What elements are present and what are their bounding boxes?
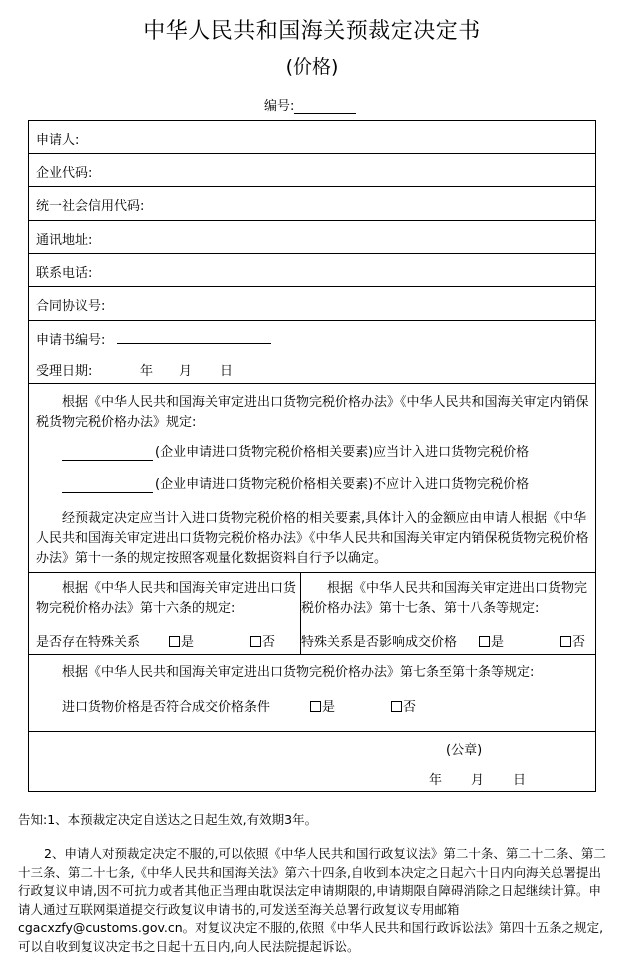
special-left-no-option[interactable]: 否 — [250, 631, 275, 650]
phone-row — [29, 254, 595, 287]
seal-date-day: 日 — [513, 773, 527, 788]
seal-date-month: 月 — [471, 773, 485, 788]
phone-label: 联系电话: — [36, 266, 93, 281]
document-title: 中华人民共和国海关预裁定决定书 — [143, 19, 481, 44]
special-right-basis: 根据《中华人民共和国海关审定进出口货物完税价格办法》第十七条、第十八条等规定: — [301, 581, 588, 616]
decision-line2-text: (企业申请进口货物完税价格相关要素)不应计入进口货物完税价格 — [155, 477, 530, 492]
credit-code-row — [29, 187, 595, 221]
checkbox-icon[interactable] — [169, 636, 180, 647]
decision-section — [29, 384, 595, 573]
transaction-question: 进口货物价格是否符合成交价格条件 — [62, 700, 271, 715]
checkbox-icon[interactable] — [250, 636, 261, 647]
special-left-yes-option[interactable]: 是 — [169, 631, 194, 650]
document-number-blank[interactable] — [294, 100, 356, 114]
accept-date-day: 日 — [220, 364, 234, 379]
special-right-yes-option[interactable]: 是 — [479, 631, 504, 650]
credit-code-label: 统一社会信用代码: — [36, 199, 145, 214]
transaction-basis: 根据《中华人民共和国海关审定进出口货物完税价格办法》第七条至第十条等规定: — [62, 665, 535, 680]
checkbox-icon[interactable] — [391, 701, 402, 712]
decision-line1-text: (企业申请进口货物完税价格相关要素)应当计入进口货物完税价格 — [155, 445, 530, 460]
transaction-yes-option[interactable]: 是 — [310, 696, 335, 715]
applicant-label: 申请人: — [36, 133, 80, 148]
seal-date-year: 年 — [429, 773, 443, 788]
document-number-label: 编号: — [264, 99, 295, 114]
applicant-row — [29, 121, 595, 154]
address-row — [29, 221, 595, 254]
special-right-question: 特殊关系是否影响成交价格 — [301, 635, 458, 650]
company-code-row — [29, 154, 595, 187]
checkbox-icon[interactable] — [479, 636, 490, 647]
decision-intro: 根据《中华人民共和国海关审定进出口货物完税价格办法》《中华人民共和国海关审定内销保税货物完税价格办法》规定: — [36, 395, 589, 430]
transaction-value-section — [29, 655, 595, 732]
decision-form — [28, 120, 596, 792]
application-number-blank[interactable] — [117, 343, 271, 344]
checkbox-icon[interactable] — [310, 701, 321, 712]
special-left-question: 是否存在特殊关系 — [36, 635, 141, 650]
checkbox-icon[interactable] — [560, 636, 571, 647]
company-code-label: 企业代码: — [36, 166, 93, 181]
special-relationship-section — [29, 573, 595, 655]
contract-row — [29, 287, 595, 321]
seal-section — [29, 732, 595, 791]
contract-label: 合同协议号: — [36, 299, 106, 314]
document-number — [264, 95, 356, 114]
special-right-no-option[interactable]: 否 — [560, 631, 585, 650]
notice-item-1: 告知:1、本预裁定决定自送达之日起生效,有效期3年。 — [18, 812, 318, 827]
accept-date-label: 受理日期: — [36, 364, 93, 379]
accept-date-year: 年 — [140, 364, 154, 379]
special-left-basis: 根据《中华人民共和国海关审定进出口货物完税价格办法》第十六条的规定: — [36, 581, 297, 616]
document-subtitle: (价格) — [285, 56, 339, 78]
application-row — [29, 321, 595, 384]
notice-item-2: 2、申请人对预裁定决定不服的,可以依照《中华人民共和国行政复议法》第二十条、第二十二条、第二十三条、第二十七条,《中华人民共和国海关法》第六十四条,自收到本决定之日起六十日内向海关总署提出行政复议申请,因不可抗力或者其他正当理由耽误法定申请期限的,申请期限自障碍消除之日起继续计算。申请人通过互联网渠道提交行政复议申请书的,可发送至海关总署行政复议专用邮箱 cgacxzfy@customs.gov.cn。对复议决定不服的,依照《中华人民共和国行政诉讼法》第四十五条之规定,可以自收到复议决定书之日起十五日内,向人民法院提起诉讼。 — [18, 846, 606, 954]
decision-explanation: 经预裁定决定应当计入进口货物完税价格的相关要素,具体计入的金额应由申请人根据《中华人民共和国海关审定进出口货物完税价格办法》《中华人民共和国海关审定内销保税货物完税价格办法》第十一条的规定按照客观量化数据资料自行予以确定。 — [36, 511, 589, 566]
accept-date-month: 月 — [179, 364, 193, 379]
application-number-label: 申请书编号: — [36, 333, 106, 348]
official-seal-label: (公章) — [446, 743, 483, 758]
address-label: 通讯地址: — [36, 233, 93, 248]
decision-line1-blank[interactable] — [62, 460, 153, 461]
transaction-no-option[interactable]: 否 — [391, 696, 416, 715]
decision-line2-blank[interactable] — [62, 492, 153, 493]
